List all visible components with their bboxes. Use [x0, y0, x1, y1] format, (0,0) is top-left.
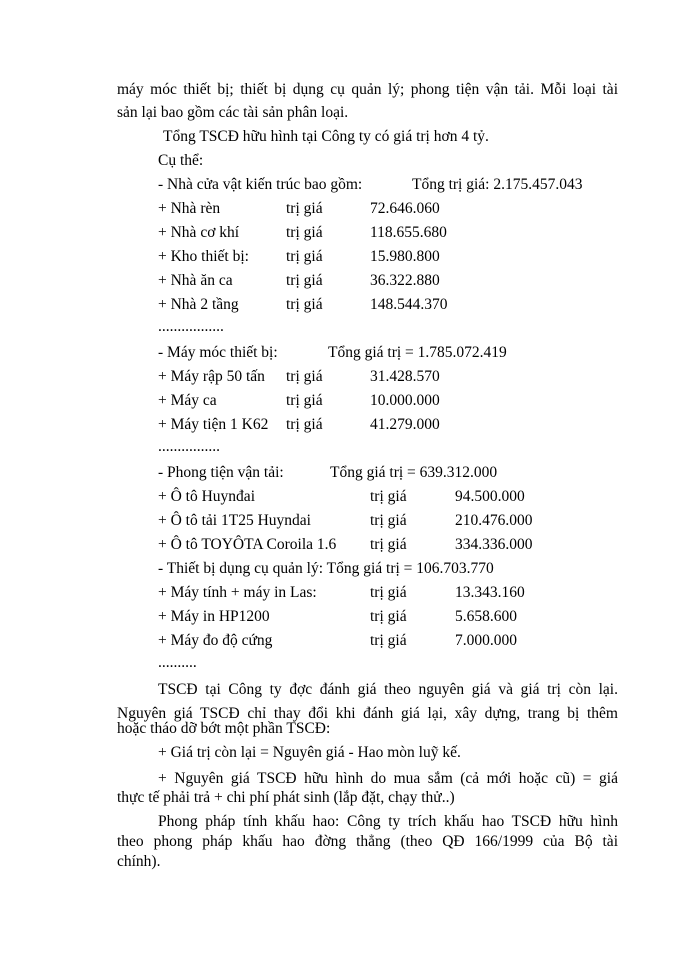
closing-p1-line-3: hoặc tháo dỡ bớt một phần TSCĐ: — [117, 720, 331, 737]
cu-the-label: Cụ thể: — [158, 152, 204, 169]
item-label: trị giá — [286, 296, 323, 313]
closing-p2: + Giá trị còn lại = Nguyên giá - Hao mòn luỹ kế. — [158, 744, 461, 761]
group-heading-buildings: - Nhà cửa vật kiến trúc bao gồm: — [158, 176, 363, 193]
item-name: + Ô tô TOYÔTA Coroila 1.6 — [158, 536, 337, 553]
closing-p3-line-2: thực tế phải trả + chi phí phát sinh (lắp đặt, chạy thử..) — [117, 789, 455, 806]
item-label: trị giá — [370, 488, 407, 505]
item-label: trị giá — [370, 512, 407, 529]
item-name: + Nhà ăn ca — [158, 272, 233, 289]
closing-p4-line-3: chính). — [117, 853, 161, 870]
item-value: 15.980.800 — [370, 248, 440, 265]
closing-p4-line-1: Phong pháp tính khấu hao: Công ty trích khấu hao TSCĐ hữu hình — [158, 813, 618, 830]
item-name: + Máy rập 50 tấn — [158, 368, 265, 385]
item-value: 334.336.000 — [455, 536, 533, 553]
intro-line-2: sản lại bao gồm các tài sản phân loại. — [117, 104, 349, 121]
item-name: + Máy in HP1200 — [158, 608, 270, 625]
item-label: trị giá — [286, 200, 323, 217]
item-value: 10.000.000 — [370, 392, 440, 409]
ellipsis: .......... — [158, 654, 197, 671]
item-name: + Ô tô Huynđai — [158, 488, 255, 505]
item-label: trị giá — [286, 272, 323, 289]
intro-line-1: máy móc thiết bị; thiết bị dụng cụ quản lý; phong tiện vận tải. Mỗi loại tài — [117, 81, 618, 98]
item-value: 72.646.060 — [370, 200, 440, 217]
item-name: + Ô tô tải 1T25 Huyndai — [158, 512, 311, 529]
item-label: trị giá — [286, 416, 323, 433]
item-name: + Máy đo độ cứng — [158, 632, 273, 649]
item-name: + Nhà rèn — [158, 200, 221, 217]
item-value: 13.343.160 — [455, 584, 525, 601]
item-value: 118.655.680 — [370, 224, 447, 241]
item-value: 7.000.000 — [455, 632, 517, 649]
item-name: + Máy tiện 1 K62 — [158, 416, 269, 433]
item-value: 5.658.600 — [455, 608, 517, 625]
item-name: + Nhà 2 tầng — [158, 296, 239, 313]
item-name: + Nhà cơ khí — [158, 224, 240, 241]
item-name: + Máy tính + máy in Las: — [158, 584, 317, 601]
closing-p1-line-2: Nguyên giá TSCĐ chỉ thay đổi khi đánh giá lại, xây dựng, trang bị thêm — [117, 705, 618, 722]
item-label: trị giá — [286, 224, 323, 241]
item-label: trị giá — [370, 608, 407, 625]
group-heading-equipment: - Thiết bị dụng cụ quản lý: Tổng giá trị = 106.703.770 — [158, 560, 494, 577]
item-value: 36.322.880 — [370, 272, 440, 289]
item-label: trị giá — [286, 392, 323, 409]
group-total-vehicles: Tổng giá trị = 639.312.000 — [330, 464, 498, 481]
closing-p1-line-1: TSCĐ tại Công ty đợc đánh giá theo nguyên giá và giá trị còn lại. — [158, 681, 618, 698]
item-label: trị giá — [370, 536, 407, 553]
item-value: 31.428.570 — [370, 368, 440, 385]
total-summary: Tổng TSCĐ hữu hình tại Công ty có giá trị hơn 4 tỷ. — [163, 128, 489, 145]
group-total-machinery: Tổng giá trị = 1.785.072.419 — [328, 344, 507, 361]
item-label: trị giá — [286, 248, 323, 265]
item-label: trị giá — [286, 368, 323, 385]
group-heading-machinery: - Máy móc thiết bị: — [158, 344, 278, 361]
item-value: 148.544.370 — [370, 296, 448, 313]
group-heading-vehicles: - Phong tiện vận tải: — [158, 464, 284, 481]
closing-p4-line-2: theo phong pháp khấu hao đờng thẳng (theo QĐ 166/1999 của Bộ tài — [117, 833, 618, 850]
item-value: 41.279.000 — [370, 416, 440, 433]
item-name: + Kho thiết bị: — [158, 248, 249, 265]
group-total-buildings: Tổng trị giá: 2.175.457.043 — [412, 176, 583, 193]
ellipsis: ................. — [158, 318, 224, 335]
item-value: 94.500.000 — [455, 488, 525, 505]
ellipsis: ................ — [158, 438, 220, 455]
closing-p3-line-1: + Nguyên giá TSCĐ hữu hình do mua sắm (cả mới hoặc cũ) = giá — [158, 770, 618, 787]
item-label: trị giá — [370, 632, 407, 649]
item-name: + Máy ca — [158, 392, 217, 409]
item-value: 210.476.000 — [455, 512, 533, 529]
item-label: trị giá — [370, 584, 407, 601]
